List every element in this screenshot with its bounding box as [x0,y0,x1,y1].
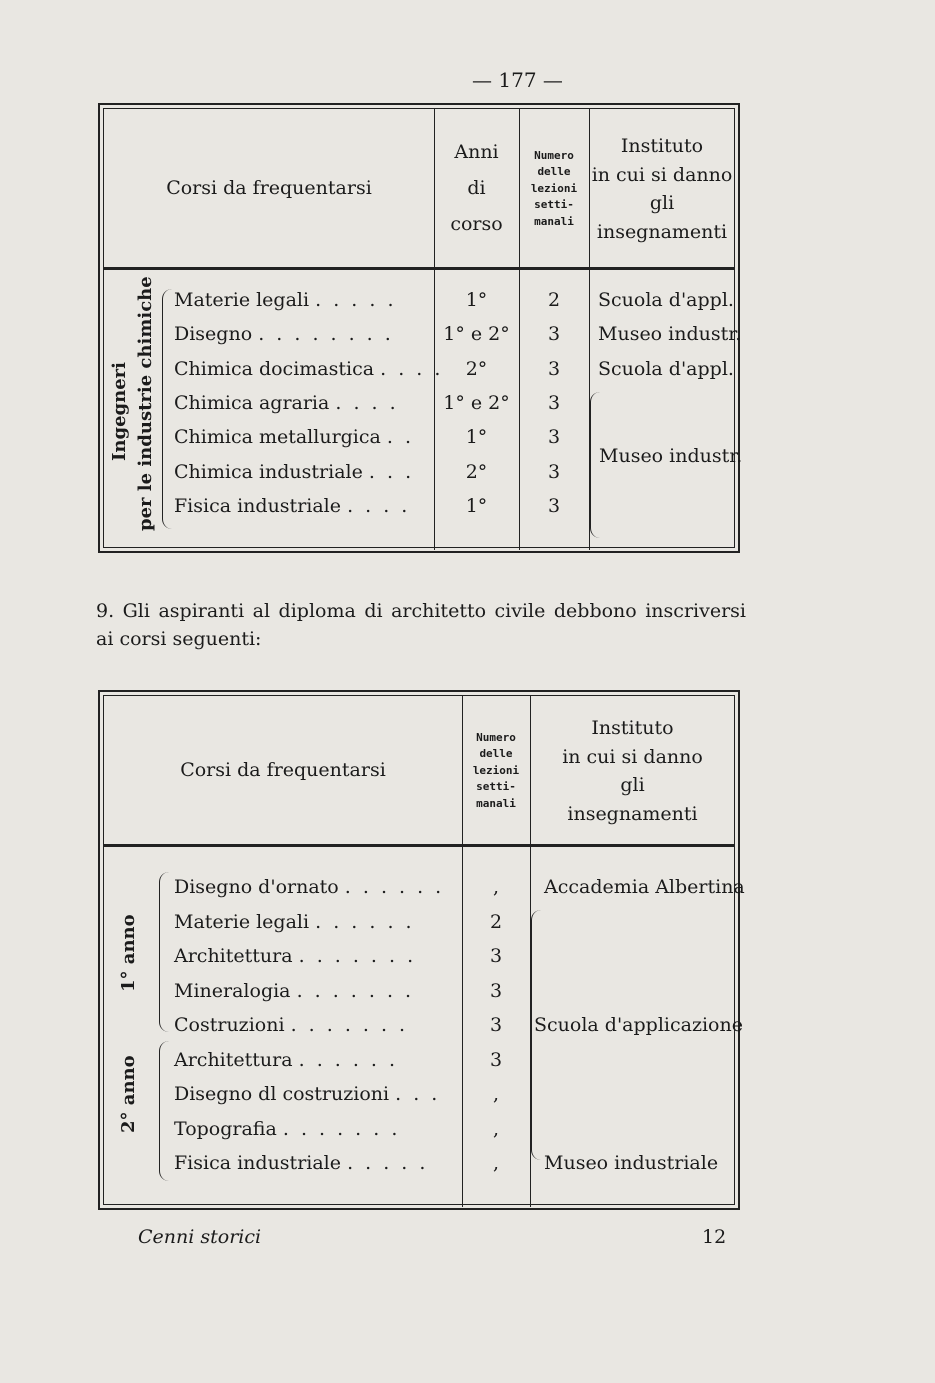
course-name: Chimica industriale . . . [174,460,415,483]
header-numero-line1: Numero [476,730,516,744]
header-numero-line3: lezioni [530,181,578,195]
header-separator [104,267,734,270]
header-instituto [589,109,735,269]
course-anni: 1° [465,494,488,517]
course-numero: 3 [547,391,561,414]
header-numero [462,696,530,846]
table-inner-border [103,695,745,1205]
course-numero: , [492,876,500,898]
header-numero-line5: manali [476,796,516,810]
header-anni-line3: corso [450,212,503,235]
group-label-ingegneri: Ingegneri [109,362,130,461]
course-numero: 3 [489,1048,503,1071]
course-numero: 3 [547,460,561,483]
course-numero: , [492,1117,500,1140]
header-instituto-line2: in cui si danno [591,163,733,186]
header-instituto-line2: in cui si danno [562,745,703,768]
course-anni: 1° [465,289,488,311]
header-numero-line4: setti- [534,198,574,212]
course-numero: 3 [547,357,561,380]
header-numero-line5: manali [534,214,574,228]
course-name: Topografia . . . . . . . [174,1117,401,1140]
header-instituto-line1: Instituto [620,135,704,157]
course-instituto: Museo industr. [598,323,742,346]
course-name: Fisica industriale . . . . [174,494,411,517]
course-anni: 1° [465,426,488,449]
course-anni: 1° e 2° [443,391,510,414]
footer-signature: 12 [702,1226,727,1248]
course-name: Disegno . . . . . . . . [174,323,394,346]
header-instituto-line4: insegnamenti [567,802,698,825]
year1-brace [159,872,170,1032]
course-numero: 3 [489,979,503,1002]
course-name: Materie legali . . . . . [174,289,397,311]
course-name: Chimica metallurgica . . [174,426,415,449]
table-architetto-civile [98,690,745,1210]
course-anni: 2° [465,460,488,483]
year2-brace [159,1041,170,1181]
header-numero-line4: setti- [476,780,516,794]
instituto-museo-group: Museo industr. [599,445,743,467]
header-numero [519,109,589,269]
course-name: Chimica agraria . . . . [174,391,399,414]
footer-title: Cenni storici [138,1226,262,1248]
group-label-industrie: per le industrie chimiche [135,276,156,531]
course-numero: 3 [489,1014,503,1036]
header-instituto-line3: gli [620,774,645,796]
header-anni [434,109,519,269]
course-numero: 3 [547,494,561,517]
header-numero-line3: lezioni [472,763,520,777]
header-instituto-line4: insegnamenti [596,220,728,243]
course-name: Chimica docimastica . . . . [174,357,444,380]
table-inner-border [103,108,743,548]
year2-label: 2° anno [118,1055,139,1133]
table-ingegneri-chimici [98,103,743,553]
page-number: — 177 — [472,68,563,92]
course-numero: , [492,1152,500,1174]
course-name: Architettura . . . . . . [174,1048,399,1071]
header-separator [104,844,734,847]
course-name: Mineralogia . . . . . . . [174,979,415,1002]
course-numero: 3 [489,945,503,967]
header-numero-line2: delle [479,747,513,761]
course-numero: 2 [489,910,503,933]
instituto-scuola: Scuola d'applicazione [534,1014,743,1036]
header-instituto-line3: gli [649,192,675,214]
header-corsi: Corsi da frequentarsi [180,759,386,782]
course-instituto: Scuola d'appl. [598,357,734,380]
year1-label: 1° anno [118,914,139,992]
course-name: Disegno d'ornato . . . . . . [174,876,445,898]
course-anni: 2° [465,357,488,380]
course-numero: , [492,1083,500,1105]
course-name: Fisica industriale . . . . . [174,1152,429,1174]
course-anni: 1° e 2° [443,323,510,346]
group-brace [162,289,173,529]
header-numero-line1: Numero [534,148,574,162]
course-name: Materie legali . . . . . . [174,910,415,933]
course-name: Architettura . . . . . . . [174,945,417,967]
instituto-accademia: Accademia Albertina [544,876,745,898]
course-name: Costruzioni . . . . . . . [174,1014,409,1036]
header-instituto [530,696,735,846]
course-name: Disegno dl costruzioni . . . [174,1083,441,1105]
course-numero: 3 [547,323,561,346]
course-instituto: Scuola d'appl. [598,289,734,311]
header-anni-line2: di [467,177,486,200]
course-numero: 3 [547,426,561,449]
header-numero-line2: delle [537,165,571,179]
header-corsi: Corsi da frequentarsi [166,177,372,200]
paragraph-architetto: 9. Gli aspiranti al diploma di architetto civile debbono inscriversi ai corsi seguenti: [96,600,746,650]
course-numero: 2 [547,289,561,311]
instituto-museo: Museo industriale [544,1152,719,1174]
header-anni-line1: Anni [454,141,499,164]
header-instituto-line1: Instituto [591,717,674,739]
